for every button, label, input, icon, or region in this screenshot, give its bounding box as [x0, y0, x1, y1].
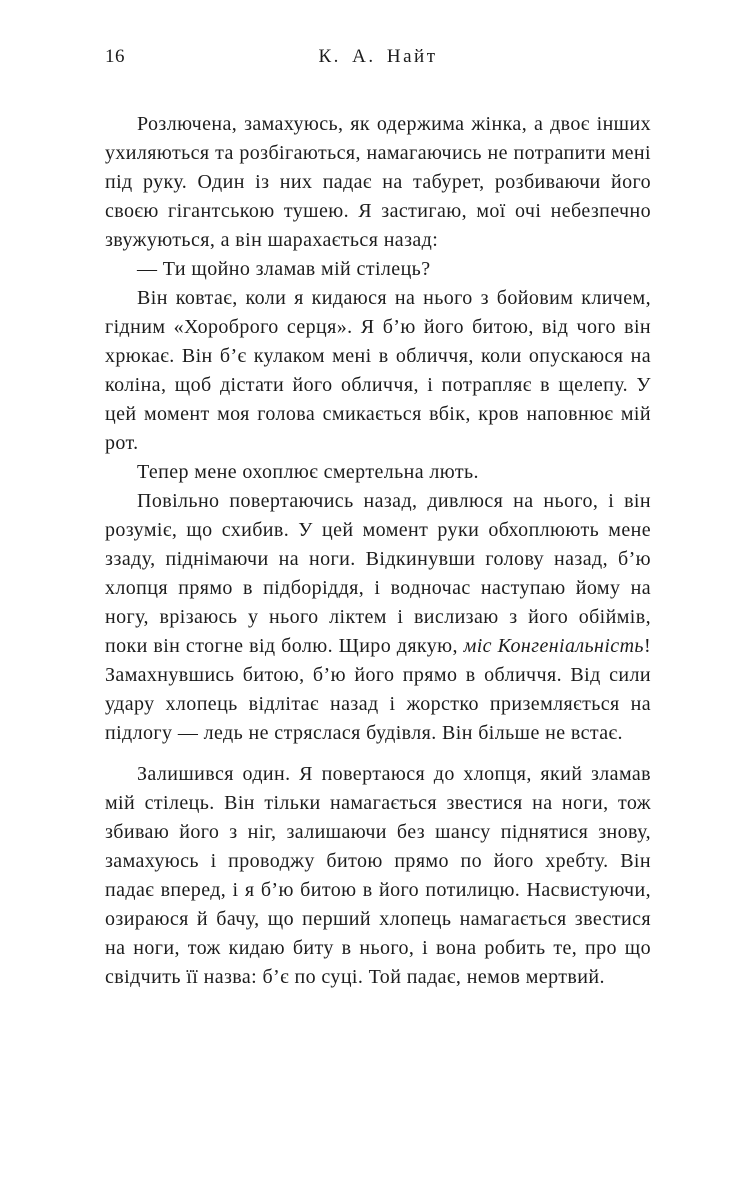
paragraph: Розлючена, замахуюсь, як одержима жінка, а двоє інших ухиляються та розбігаються, намагаючись не потрапити мені під руку. Один із них падає на табурет, розбиваючи його своєю гігантською тушею. Я застигаю, мої очі небезпечно звужуються, а він шарахається назад: — [105, 113, 651, 251]
paragraph: Він ковтає, коли я кидаюся на нього з бойовим кличем, гідним «Хороброго серця». Я б’ю його битою, від чого він хрюкає. Він б’є кулаком мені в обличчя, коли опускаюся на коліна, щоб дістати його обличчя, і потрапляє в щелепу. У цей момент моя голова смикається вбік, кров наповнює мій рот. — [105, 287, 651, 454]
italic-phrase: міс Конгеніальність — [463, 635, 644, 657]
paragraph-text: Повільно повертаючись назад, дивлюся на нього, і він розуміє, що схибив. У цей момент руки обхоплюють мене ззаду, піднімаючи на ноги. Відкинувши голову назад, б’ю хлопця прямо в підборіддя, і водночас наступаю йому на ногу, врізаюсь у нього ліктем і вислизаю з його обіймів, поки він стогне від болю. Щиро дякую, — [105, 490, 651, 657]
running-head: К. А. Найт — [318, 46, 438, 67]
paragraph: Залишився один. Я повертаюся до хлопця, який зламав мій стілець. Він тільки намагається звестися на ноги, тож збиваю його з ніг, залишаючи без шансу піднятися знову, замахуюсь і проводжу битою прямо по його хребту. Він падає вперед, і я б’ю битою в його потилицю. Насвистуючи, озираюся й бачу, що перший хлопець намагається звестися на ноги, тож кидаю биту в нього, і вона робить те, про що свідчить її назва: б’є по суці. Той падає, немов мертвий. — [105, 763, 651, 988]
dialogue-line: — Ти щойно зламав мій стілець? — [137, 258, 431, 280]
page-header — [105, 44, 651, 70]
paragraph: Тепер мене охоплює смертельна лють. — [137, 461, 479, 483]
paragraph-text: ! Замахнувшись битою, б’ю його прямо в обличчя. Від сили удару хлопець відлітає назад і жорстко приземляється на підлогу — ледь не стряслася будівля. Він більше не встає. — [105, 635, 651, 744]
paragraph — [105, 487, 651, 748]
page-number: 16 — [105, 46, 125, 67]
body-text — [105, 110, 651, 992]
